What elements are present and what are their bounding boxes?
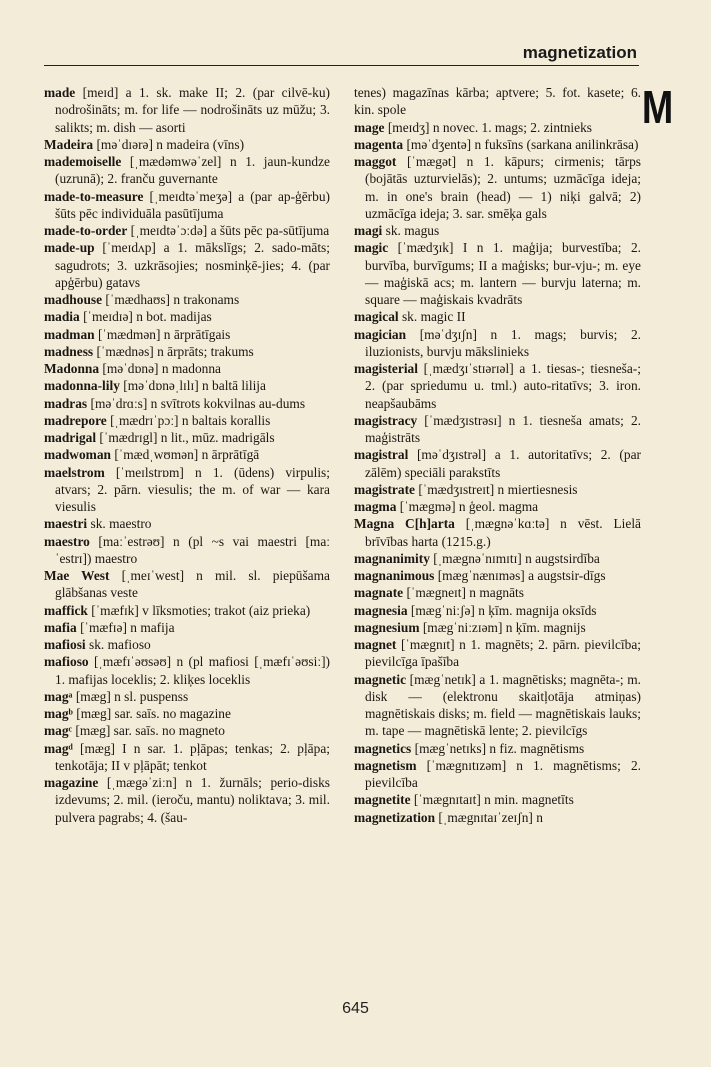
definition-text: [ˈmægmə] n ģeol. magma: [396, 499, 539, 514]
headword: mage: [354, 119, 385, 135]
definition-text: [mægˈnetɪks] n fiz. magnētisms: [411, 740, 585, 756]
headword: madhouse: [44, 292, 103, 307]
headword: madia: [44, 309, 80, 325]
definition-text: [meɪd] a 1. sk. make II; 2. (par cilvē-ku) nodrošināts; m. for life — nodrošināts uz mūžu; 3. salikts; m. dish — asorti: [55, 85, 330, 135]
definition-text: [ˌmægnɪtaɪˈzeɪʃn] n: [435, 809, 543, 825]
definition-text: [ˌmægəˈziːn] n 1. žurnāls; perio-disks izdevums; 2. mil. (ieroču, mantu) noliktava; 3. mil. pulvera pagrabs; 4. (šau-: [55, 775, 330, 825]
definition-text: [ˌmæfɪˈəʊsəʊ] n (pl mafiosi [ˌmæfɪˈəʊsiː]) 1. mafijas loceklis; 2. kliķes loceklis: [55, 654, 330, 687]
definition-text: [ˈmæfɪk] v līksmoties; trakot (aiz prieka): [87, 602, 311, 618]
definition-text: [mæg] sar. saīs. no magneto: [72, 723, 225, 739]
dictionary-entry: [44, 533, 330, 568]
dictionary-entry: [354, 636, 641, 671]
headword: magnet: [354, 637, 397, 652]
header-rule: [44, 65, 639, 66]
definition-text: [ˈmeɪlstrɒm] n 1. (ūdens) virpulis; atvars; 2. pārn. viesulis; the m. of war — kara viesulis: [55, 464, 330, 514]
definition-text: [ˈmædʒɪstreɪt] n miertiesnesis: [414, 481, 578, 497]
dictionary-entry: [44, 360, 330, 377]
headword: maestri: [44, 516, 88, 532]
dictionary-entry: [44, 602, 330, 619]
headword: Magna C[h]arta: [354, 516, 455, 532]
dictionary-entry: [354, 84, 641, 119]
definition-text: [mægˈniːzɪəm] n ķīm. magnijs: [419, 619, 586, 635]
dictionary-entry: [44, 412, 330, 429]
dictionary-entry: [354, 550, 641, 567]
definition-text: [ˈmædrɪgl] n lit., mūz. madrigāls: [96, 430, 275, 445]
definition-text: [ˈmægət] n 1. kāpurs; cirmenis; tārps (bojātās uzturvielās); 2. untums; uzmācīga ideja; m. in one's brain (head) — 1) niķi galvā; 2) uzmācīga ideja; 3. sar. smēķa gals: [365, 154, 641, 221]
dictionary-entry: [354, 412, 641, 447]
headword: magnetization: [354, 809, 436, 825]
definition-text: [məˈdɒnəˌlɪlɪ] n baltā lilija: [119, 378, 266, 394]
headword: Madonna: [44, 361, 100, 376]
definition-text: [ˌmeɪdtəˈmeʒə] a (par ap-ģērbu) šūts pēc individuāla pasūtījuma: [55, 188, 330, 221]
headword: made-up: [44, 240, 95, 256]
headword: mafiosi: [44, 637, 86, 652]
dictionary-entry: [44, 153, 330, 188]
headword: madman: [44, 326, 95, 342]
headword: magisterial: [354, 361, 418, 376]
definition-text: [maːˈestrəʊ] n (pl ~s vai maestri [maːˈestrɪ]) maestro: [55, 533, 330, 566]
headword: magnanimity: [354, 550, 430, 566]
left-column: [44, 84, 330, 826]
definition-text: [məˈdʒɪstrəl] a 1. autoritatīvs; 2. (par zālēm) speciāli parakstīts: [365, 447, 641, 480]
headword: maelstrom: [44, 464, 105, 480]
dictionary-entry: [44, 343, 330, 360]
definition-text: [ˈmæfɪə] n mafija: [76, 619, 175, 635]
dictionary-entry: [354, 136, 641, 153]
headword: magnetic: [354, 671, 407, 687]
definition-text: [mægˈniːʃə] n ķīm. magnija oksīds: [407, 602, 597, 618]
headword: magnesia: [354, 602, 408, 618]
dictionary-entry: [354, 119, 641, 136]
definition-text: sk. magus: [382, 223, 440, 238]
headword: maggot: [354, 154, 397, 169]
headword: magnesium: [354, 619, 420, 635]
headword: magic: [354, 240, 389, 256]
dictionary-entry: [44, 136, 330, 153]
definition-text: [məˈdɪərə] n madeira (vīns): [93, 136, 245, 152]
dictionary-entry: [354, 567, 641, 584]
dictionary-entry: [354, 222, 641, 239]
dictionary-entry: [354, 308, 641, 325]
dictionary-entry: [44, 326, 330, 343]
dictionary-entry: [44, 636, 330, 653]
headword: magician: [354, 326, 407, 342]
definition-text: [məˈdʒentə] n fuksīns (sarkana anilinkrāsa): [403, 136, 639, 152]
dictionary-entry: [44, 395, 330, 412]
dictionary-entry: [354, 326, 641, 361]
headword: magᵇ: [44, 706, 73, 721]
dictionary-entry: [44, 188, 330, 223]
dictionary-entry: [44, 446, 330, 463]
definition-text: [ˈmægnɪtɪzəm] n 1. magnētisms; 2. pievilcība: [365, 757, 641, 790]
dictionary-entry: [44, 429, 330, 446]
right-column: [354, 84, 641, 826]
dictionary-entry: [44, 222, 330, 239]
definition-text: [məˈdrɑːs] n svītrots kokvilnas au-dums: [87, 395, 306, 411]
definition-text: [ˈmædʒɪstrəsɪ] n 1. tiesneša amats; 2. maģistrāts: [365, 412, 641, 445]
headword: magistrate: [354, 481, 415, 497]
dictionary-entry: [44, 308, 330, 325]
definition-text: [ˈmædmən] n ārprātīgais: [94, 326, 231, 342]
dictionary-entry: [354, 584, 641, 601]
dictionary-entry: [354, 515, 641, 550]
headword: magᵃ: [44, 688, 73, 704]
definition-text: [ˌmeɪdtəˈɔːdə] a šūts pēc pa-sūtījuma: [127, 223, 330, 238]
dictionary-entry: [354, 602, 641, 619]
dictionary-entry: [354, 791, 641, 808]
headword: magazine: [44, 775, 99, 790]
headword: magistracy: [354, 412, 418, 428]
definition-text: sk. maestro: [87, 516, 152, 532]
headword: magma: [354, 499, 397, 514]
headword: magnate: [354, 585, 404, 601]
definition-text: [meɪdʒ] n novec. 1. mags; 2. zintnieks: [384, 119, 593, 135]
dictionary-entry: [44, 705, 330, 722]
dictionary-entry: [354, 446, 641, 481]
headword: Madeira: [44, 136, 94, 152]
definition-text: [ˌmædrɪˈpɔː] n baltais korallis: [106, 412, 271, 428]
headword: magi: [354, 223, 383, 238]
dictionary-entry: [354, 239, 641, 308]
dictionary-entry: [44, 377, 330, 394]
definition-text: [ˈmædˌwʊmən] n ārprātīgā: [110, 447, 260, 463]
letter-tab: M: [641, 81, 673, 133]
definition-text: [mæg] sar. saīs. no magazine: [72, 706, 231, 721]
headword: madrigal: [44, 430, 97, 445]
definition-text: [ˈmægneɪt] n magnāts: [403, 585, 524, 601]
definition-text: sk. magic II: [398, 309, 466, 325]
definition-text: [ˈmædʒɪk] I n 1. maģija; burvestība; 2. burvība, burvīgums; II a maģisks; bur-vju-; m. eye — maģiskā acs; m. lantern — burvju laterna; m. square — maģiskais kvadrāts: [365, 240, 641, 307]
headword: magnetism: [354, 757, 417, 773]
dictionary-entry: [354, 619, 641, 636]
dictionary-entry: [44, 84, 330, 136]
headword: madness: [44, 343, 94, 359]
definition-text: [məˈdɒnə] n madonna: [99, 361, 221, 376]
headword: made-to-measure: [44, 188, 144, 204]
dictionary-entry: [354, 360, 641, 412]
dictionary-entry: [354, 481, 641, 498]
dictionary-entry: [44, 619, 330, 636]
headword: madras: [44, 395, 88, 411]
headword: magenta: [354, 136, 404, 152]
dictionary-entry: [354, 809, 641, 826]
page-number: 645: [342, 1000, 369, 1017]
definition-text: [ˌmædəmwəˈzel] n 1. jaun-kundze (uzrunā); 2. franču guvernante: [55, 154, 330, 187]
dictionary-entry: [354, 153, 641, 222]
dictionary-entry: [44, 722, 330, 739]
dictionary-entry: [44, 653, 330, 688]
dictionary-entry: [44, 567, 330, 602]
headword: magnanimous: [354, 568, 435, 583]
headword: made-to-order: [44, 223, 128, 238]
definition-text: [mægˈnænɪməs] a augstsir-dīgs: [434, 568, 606, 583]
definition-text: [ˈmædhaʊs] n trakonams: [102, 292, 240, 307]
definition-text: [ˈmeɪdʌp] a 1. mākslīgs; 2. sado-māts; sagudrots; 3. uzkrāsojies; nosminķē-jies; 4. (par apģērbu) gatavs: [55, 240, 330, 290]
definition-text: [ˌmædʒɪˈstɪərɪəl] a 1. tiesas-; tiesneša-; 2. (par spriedumu u. tml.) auto-ritatīvs; 3. iron. neapšaubāms: [365, 361, 641, 411]
dictionary-entry: [354, 498, 641, 515]
headword: mafia: [44, 619, 77, 635]
dictionary-entry: [354, 671, 641, 740]
definition-text: [mæg] n sl. puspenss: [72, 688, 189, 704]
headword: magnetite: [354, 792, 411, 808]
definition-text: [ˈmeɪdɪə] n bot. madijas: [79, 309, 212, 325]
headword: magical: [354, 309, 399, 325]
definition-text: tenes) magazīnas kārba; aptvere; 5. fot. kasete; 6. kin. spole: [354, 85, 641, 118]
dictionary-entry: [44, 740, 330, 775]
definition-text: [ˌmægnəˈnɪmɪtɪ] n augstsirdība: [429, 550, 600, 566]
dictionary-entry: [44, 774, 330, 826]
headword: madonna-lily: [44, 378, 120, 394]
definition-text: [ˌmægnəˈkɑːtə] n vēst. Lielā brīvības harta (1215.g.): [365, 516, 641, 549]
dictionary-entry: [44, 239, 330, 291]
definition-text: [mægˈnetɪk] a 1. magnētisks; magnēta-; m. disk — (elektronu skaitļotāja atmiņas) magnētiskais disks; m. field — magnētiskais lauks; m. tape — magnētiskā lente; 2. pievilcīgs: [365, 671, 641, 739]
definition-text: [mæg] I n sar. 1. pļāpas; tenkas; 2. pļāpa; tenkotāja; II v pļāpāt; tenkot: [55, 740, 330, 773]
definition-text: [ˈmægnɪtaɪt] n min. magnetīts: [410, 792, 574, 808]
headword: maestro: [44, 533, 90, 549]
headword: madwoman: [44, 447, 111, 463]
headword: magᵈ: [44, 740, 73, 756]
definition-text: [məˈdʒɪʃn] n 1. mags; burvis; 2. iluzionists, burvju mākslinieks: [365, 326, 641, 359]
headword: maffick: [44, 602, 88, 618]
definition-text: sk. mafioso: [85, 637, 151, 652]
headword: magᶜ: [44, 723, 73, 739]
headword: magistral: [354, 447, 409, 463]
dictionary-entry: [44, 688, 330, 705]
dictionary-entry: [354, 740, 641, 757]
definition-text: [ˈmædnəs] n ārprāts; trakums: [93, 343, 254, 359]
dictionary-entry: [44, 464, 330, 516]
dictionary-entry: [44, 291, 330, 308]
definition-text: [ˌmeɪˈwest] n mil. sl. piepūšama glābšanas veste: [55, 568, 330, 601]
definition-text: [ˈmægnɪt] n 1. magnēts; 2. pārn. pievilcība; pievilcīga īpašība: [365, 637, 641, 670]
headword: mademoiselle: [44, 154, 122, 169]
headword: mafioso: [44, 654, 89, 670]
headword: madrepore: [44, 412, 107, 428]
dictionary-entry: [354, 757, 641, 792]
headword: made: [44, 85, 76, 100]
headword: Mae West: [44, 568, 110, 583]
guide-word: magnetization: [522, 43, 637, 62]
dictionary-entry: [44, 515, 330, 532]
headword: magnetics: [354, 740, 412, 756]
